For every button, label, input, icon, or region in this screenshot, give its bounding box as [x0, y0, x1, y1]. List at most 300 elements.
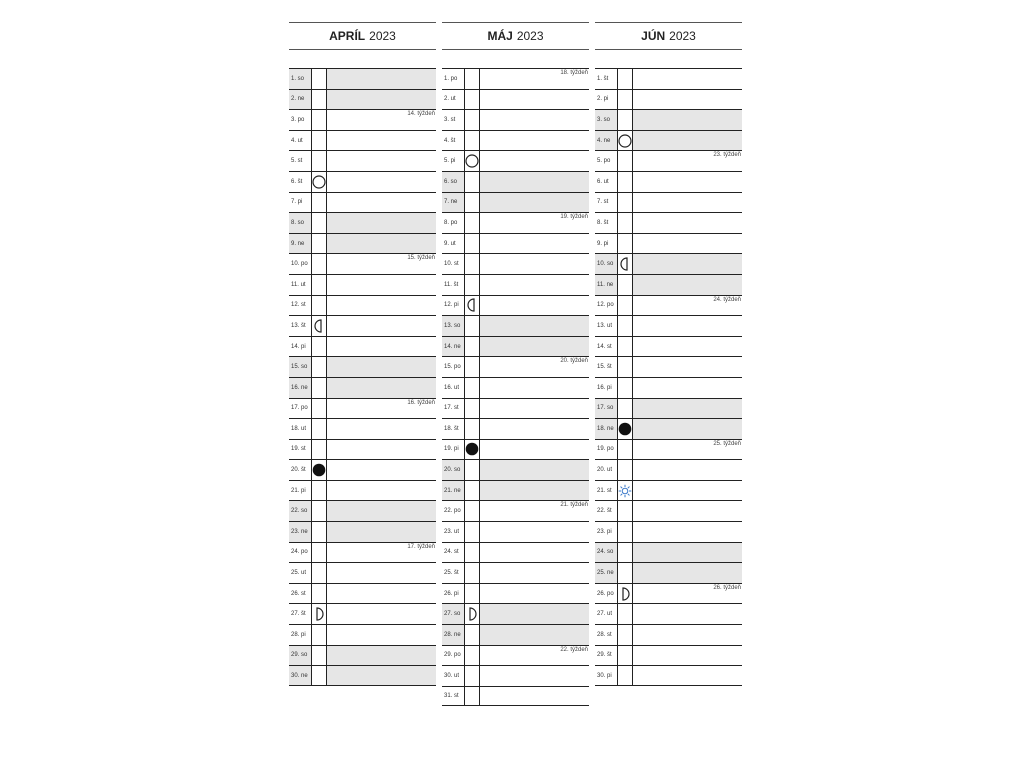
day-row — [595, 109, 742, 130]
day-label: 5. po — [597, 158, 611, 165]
week-number: 22. týždeň — [560, 646, 588, 653]
moon-phase-cell — [617, 172, 633, 192]
moon-phase-cell — [311, 666, 327, 685]
note-area[interactable] — [480, 501, 589, 521]
day-label: 22. so — [289, 501, 311, 521]
day-label: 29. št — [597, 652, 612, 659]
day-row — [595, 398, 742, 419]
day-label: 23. ut — [444, 528, 460, 535]
moon-phase-cell — [617, 275, 633, 295]
day-row — [289, 562, 436, 583]
note-area[interactable] — [480, 69, 589, 89]
note-area[interactable] — [480, 460, 589, 480]
note-area[interactable] — [327, 604, 436, 624]
note-area[interactable] — [633, 357, 742, 377]
day-label: 28. ne — [442, 625, 464, 645]
note-area[interactable] — [480, 337, 589, 357]
day-label: 16. pi — [597, 384, 612, 391]
day-label: 19. st — [291, 446, 306, 453]
note-area[interactable] — [633, 316, 742, 336]
note-area[interactable] — [480, 151, 589, 171]
moon-phase-cell — [464, 522, 480, 542]
note-area[interactable] — [633, 337, 742, 357]
note-area[interactable] — [327, 563, 436, 583]
day-row — [442, 521, 589, 542]
note-area[interactable] — [480, 357, 589, 377]
moon-phase-cell — [311, 419, 327, 439]
note-area[interactable] — [327, 151, 436, 171]
note-area[interactable] — [633, 399, 742, 419]
day-row — [442, 295, 589, 316]
day-label: 30. ut — [444, 673, 460, 680]
day-row — [289, 233, 436, 254]
day-row — [442, 500, 589, 521]
day-label: 30. pi — [597, 672, 612, 679]
day-label: 2. ne — [289, 90, 311, 110]
week-number: 17. týždeň — [407, 543, 435, 550]
note-area[interactable] — [327, 440, 436, 460]
note-area[interactable] — [480, 172, 589, 192]
note-area[interactable] — [633, 254, 742, 274]
day-row — [442, 130, 589, 151]
day-row — [442, 89, 589, 110]
note-area[interactable] — [480, 193, 589, 213]
note-area[interactable] — [480, 440, 589, 460]
moon-phase-cell — [617, 69, 633, 89]
note-area[interactable] — [327, 316, 436, 336]
day-label: 2. ut — [444, 96, 456, 103]
day-label: 8. št — [597, 219, 609, 226]
moon-phase-cell — [311, 399, 327, 419]
day-label: 25. ut — [291, 570, 307, 577]
day-row — [289, 212, 436, 233]
day-label: 23. pi — [597, 528, 612, 535]
moon-phase-cell — [311, 625, 327, 645]
note-area[interactable] — [480, 399, 589, 419]
note-area[interactable] — [480, 687, 589, 706]
moon-phase-cell — [464, 151, 480, 171]
moon-phase-cell — [311, 275, 327, 295]
moon-phase-cell — [311, 440, 327, 460]
note-area[interactable] — [633, 275, 742, 295]
note-area[interactable] — [327, 90, 436, 110]
note-area[interactable] — [633, 213, 742, 233]
week-number: 25. týždeň — [713, 440, 741, 447]
day-label: 3. so — [595, 110, 617, 130]
day-label: 9. pi — [597, 240, 609, 247]
moon-phase-cell — [464, 357, 480, 377]
week-number: 19. týždeň — [560, 214, 588, 221]
moon-phase-cell — [617, 522, 633, 542]
week-number: 15. týždeň — [407, 255, 435, 262]
moon-phase-cell — [464, 172, 480, 192]
moon-phase-cell — [617, 316, 633, 336]
day-row — [442, 377, 589, 398]
note-area[interactable] — [633, 440, 742, 460]
day-row — [595, 68, 742, 89]
day-row — [595, 500, 742, 521]
moon-phase-cell — [464, 193, 480, 213]
note-area[interactable] — [633, 460, 742, 480]
moon-phase-cell — [311, 90, 327, 110]
note-area[interactable] — [633, 501, 742, 521]
note-area[interactable] — [480, 234, 589, 254]
moon-phase-cell — [311, 69, 327, 89]
moon-phase-cell — [464, 399, 480, 419]
note-area[interactable] — [480, 110, 589, 130]
day-row — [595, 171, 742, 192]
day-row — [289, 624, 436, 645]
day-row — [595, 212, 742, 233]
note-area[interactable] — [327, 522, 436, 542]
day-label: 6. so — [442, 172, 464, 192]
moon-phase-cell — [617, 646, 633, 666]
day-label: 17. so — [595, 399, 617, 419]
day-row — [595, 583, 742, 604]
note-area[interactable] — [327, 296, 436, 316]
note-area[interactable] — [633, 543, 742, 563]
day-label: 12. st — [291, 302, 306, 309]
note-area[interactable] — [633, 296, 742, 316]
moon-phase-cell — [617, 254, 633, 274]
day-row — [442, 624, 589, 645]
day-row — [289, 295, 436, 316]
day-row — [289, 377, 436, 398]
moon-phase-cell — [464, 213, 480, 233]
day-label: 3. po — [291, 116, 305, 123]
note-area[interactable] — [633, 90, 742, 110]
day-label: 1. so — [289, 69, 311, 89]
sun-icon — [618, 484, 632, 498]
day-row — [595, 542, 742, 563]
note-area[interactable] — [327, 399, 436, 419]
month-year: 2023 — [669, 29, 696, 43]
moon-phase-cell — [311, 337, 327, 357]
day-row — [442, 109, 589, 130]
day-label: 17. po — [291, 405, 308, 412]
note-area[interactable] — [480, 254, 589, 274]
moon-phase-cell — [311, 316, 327, 336]
note-area[interactable] — [327, 481, 436, 501]
note-area[interactable] — [480, 646, 589, 666]
day-label: 8. po — [444, 219, 458, 226]
month-name: APRÍL — [329, 29, 366, 43]
day-row — [289, 89, 436, 110]
note-area[interactable] — [633, 625, 742, 645]
day-row — [442, 645, 589, 666]
new-moon-icon — [618, 422, 632, 436]
day-row — [595, 192, 742, 213]
note-area[interactable] — [327, 584, 436, 604]
note-area[interactable] — [633, 604, 742, 624]
full-moon-icon — [312, 175, 326, 189]
moon-phase-cell — [617, 604, 633, 624]
day-row — [289, 542, 436, 563]
day-row — [595, 521, 742, 542]
moon-phase-cell — [617, 337, 633, 357]
moon-phase-cell — [311, 234, 327, 254]
moon-phase-cell — [617, 481, 633, 501]
note-area[interactable] — [480, 604, 589, 624]
note-area[interactable] — [480, 625, 589, 645]
day-label: 25. ne — [595, 563, 617, 583]
last-quarter-icon — [618, 257, 632, 271]
moon-phase-cell — [617, 357, 633, 377]
note-area[interactable] — [633, 110, 742, 130]
day-label: 19. pi — [444, 446, 459, 453]
first-quarter-icon — [465, 607, 479, 621]
month-column — [289, 22, 436, 686]
day-label: 26. pi — [444, 590, 459, 597]
moon-phase-cell — [617, 440, 633, 460]
day-list — [289, 68, 436, 686]
day-row — [289, 253, 436, 274]
day-label: 20. št — [291, 467, 306, 474]
day-label: 20. ut — [597, 467, 613, 474]
week-number: 26. týždeň — [713, 584, 741, 591]
day-label: 3. st — [444, 116, 456, 123]
first-quarter-icon — [312, 607, 326, 621]
day-label: 10. po — [291, 261, 308, 268]
month-name: MÁJ — [487, 29, 513, 43]
day-label: 31. st — [444, 693, 459, 700]
day-row — [595, 665, 742, 686]
note-area[interactable] — [327, 646, 436, 666]
note-area[interactable] — [633, 419, 742, 439]
note-area[interactable] — [327, 110, 436, 130]
moon-phase-cell — [617, 666, 633, 685]
note-area[interactable] — [480, 419, 589, 439]
day-label: 10. so — [595, 254, 617, 274]
moon-phase-cell — [464, 110, 480, 130]
note-area[interactable] — [480, 90, 589, 110]
moon-phase-cell — [464, 131, 480, 151]
moon-phase-cell — [617, 110, 633, 130]
day-label: 26. st — [291, 590, 306, 597]
day-row — [595, 377, 742, 398]
moon-phase-cell — [464, 69, 480, 89]
moon-phase-cell — [464, 275, 480, 295]
day-row — [442, 336, 589, 357]
moon-phase-cell — [464, 378, 480, 398]
note-area[interactable] — [633, 151, 742, 171]
note-area[interactable] — [327, 254, 436, 274]
moon-phase-cell — [617, 213, 633, 233]
day-label: 18. št — [444, 425, 459, 432]
note-area[interactable] — [480, 275, 589, 295]
day-row — [289, 274, 436, 295]
day-row — [442, 480, 589, 501]
week-number: 23. týždeň — [713, 152, 741, 159]
day-row — [289, 439, 436, 460]
note-area[interactable] — [480, 563, 589, 583]
day-row — [442, 542, 589, 563]
day-label: 27. ut — [597, 611, 613, 618]
moon-phase-cell — [311, 172, 327, 192]
day-row — [595, 356, 742, 377]
week-number: 16. týždeň — [407, 399, 435, 406]
moon-phase-cell — [311, 254, 327, 274]
day-label: 13. št — [291, 322, 306, 329]
note-area[interactable] — [327, 172, 436, 192]
note-area[interactable] — [327, 666, 436, 685]
note-area[interactable] — [633, 234, 742, 254]
day-label: 14. pi — [291, 343, 306, 350]
note-area[interactable] — [327, 337, 436, 357]
day-row — [442, 253, 589, 274]
new-moon-icon — [465, 442, 479, 456]
moon-phase-cell — [464, 604, 480, 624]
day-row — [595, 624, 742, 645]
day-label: 4. ut — [291, 137, 303, 144]
moon-phase-cell — [617, 296, 633, 316]
moon-phase-cell — [464, 563, 480, 583]
day-label: 20. so — [442, 460, 464, 480]
note-area[interactable] — [327, 193, 436, 213]
moon-phase-cell — [464, 419, 480, 439]
day-label: 15. po — [444, 364, 461, 371]
day-label: 6. ut — [597, 178, 609, 185]
day-row — [595, 150, 742, 171]
moon-phase-cell — [617, 419, 633, 439]
day-row — [595, 295, 742, 316]
moon-phase-cell — [311, 501, 327, 521]
note-area[interactable] — [480, 131, 589, 151]
day-row — [595, 315, 742, 336]
note-area[interactable] — [633, 666, 742, 685]
note-area[interactable] — [480, 213, 589, 233]
day-label: 8. so — [289, 213, 311, 233]
moon-phase-cell — [617, 399, 633, 419]
day-row — [289, 645, 436, 666]
day-row — [289, 68, 436, 89]
day-label: 10. st — [444, 261, 459, 268]
day-row — [442, 274, 589, 295]
note-area[interactable] — [633, 193, 742, 213]
moon-phase-cell — [464, 440, 480, 460]
moon-phase-cell — [464, 687, 480, 706]
day-label: 22. po — [444, 508, 461, 515]
day-row — [442, 150, 589, 171]
note-area[interactable] — [327, 378, 436, 398]
month-header — [289, 22, 436, 50]
moon-phase-cell — [617, 501, 633, 521]
moon-phase-cell — [464, 90, 480, 110]
note-area[interactable] — [327, 357, 436, 377]
day-label: 18. ut — [291, 425, 307, 432]
note-area[interactable] — [480, 378, 589, 398]
day-row — [442, 562, 589, 583]
moon-phase-cell — [464, 337, 480, 357]
day-row — [289, 521, 436, 542]
moon-phase-cell — [311, 460, 327, 480]
day-label: 21. st — [597, 487, 612, 494]
day-row — [289, 171, 436, 192]
day-row — [595, 603, 742, 624]
day-row — [289, 150, 436, 171]
note-area[interactable] — [480, 316, 589, 336]
day-label: 29. po — [444, 652, 461, 659]
day-label: 7. pi — [291, 199, 303, 206]
moon-phase-cell — [311, 131, 327, 151]
note-area[interactable] — [327, 625, 436, 645]
day-label: 14. st — [597, 343, 612, 350]
day-row — [442, 418, 589, 439]
note-area[interactable] — [633, 481, 742, 501]
note-area[interactable] — [480, 522, 589, 542]
day-row — [595, 439, 742, 460]
note-area[interactable] — [633, 69, 742, 89]
note-area[interactable] — [327, 543, 436, 563]
day-row — [442, 439, 589, 460]
day-row — [442, 665, 589, 686]
note-area[interactable] — [327, 501, 436, 521]
note-area[interactable] — [480, 481, 589, 501]
note-area[interactable] — [327, 213, 436, 233]
note-area[interactable] — [327, 131, 436, 151]
moon-phase-cell — [617, 151, 633, 171]
week-number: 24. týždeň — [713, 296, 741, 303]
day-label: 22. št — [597, 508, 612, 515]
note-area[interactable] — [633, 172, 742, 192]
day-label: 11. ne — [595, 275, 617, 295]
note-area[interactable] — [480, 666, 589, 686]
note-area[interactable] — [633, 584, 742, 604]
new-moon-icon — [312, 463, 326, 477]
note-area[interactable] — [480, 543, 589, 563]
note-area[interactable] — [327, 460, 436, 480]
note-area[interactable] — [480, 584, 589, 604]
day-label: 24. po — [291, 549, 308, 556]
moon-phase-cell — [311, 646, 327, 666]
day-row — [289, 109, 436, 130]
note-area[interactable] — [327, 69, 436, 89]
day-label: 15. št — [597, 364, 612, 371]
moon-phase-cell — [617, 378, 633, 398]
moon-phase-cell — [464, 460, 480, 480]
day-row — [289, 665, 436, 686]
day-row — [289, 583, 436, 604]
note-area[interactable] — [327, 234, 436, 254]
note-area[interactable] — [633, 378, 742, 398]
moon-phase-cell — [617, 584, 633, 604]
moon-phase-cell — [464, 646, 480, 666]
moon-phase-cell — [311, 357, 327, 377]
day-row — [442, 171, 589, 192]
note-area[interactable] — [327, 275, 436, 295]
last-quarter-icon — [465, 298, 479, 312]
day-label: 13. ut — [597, 322, 613, 329]
day-row — [289, 418, 436, 439]
moon-phase-cell — [617, 193, 633, 213]
day-row — [289, 315, 436, 336]
note-area[interactable] — [633, 563, 742, 583]
day-row — [289, 356, 436, 377]
note-area[interactable] — [633, 522, 742, 542]
moon-phase-cell — [311, 584, 327, 604]
note-area[interactable] — [480, 296, 589, 316]
day-label: 17. st — [444, 405, 459, 412]
note-area[interactable] — [633, 646, 742, 666]
moon-phase-cell — [311, 151, 327, 171]
moon-phase-cell — [311, 543, 327, 563]
note-area[interactable] — [633, 131, 742, 151]
day-label: 4. št — [444, 137, 456, 144]
day-row — [442, 315, 589, 336]
month-column — [442, 22, 589, 706]
note-area[interactable] — [327, 419, 436, 439]
moon-phase-cell — [617, 563, 633, 583]
